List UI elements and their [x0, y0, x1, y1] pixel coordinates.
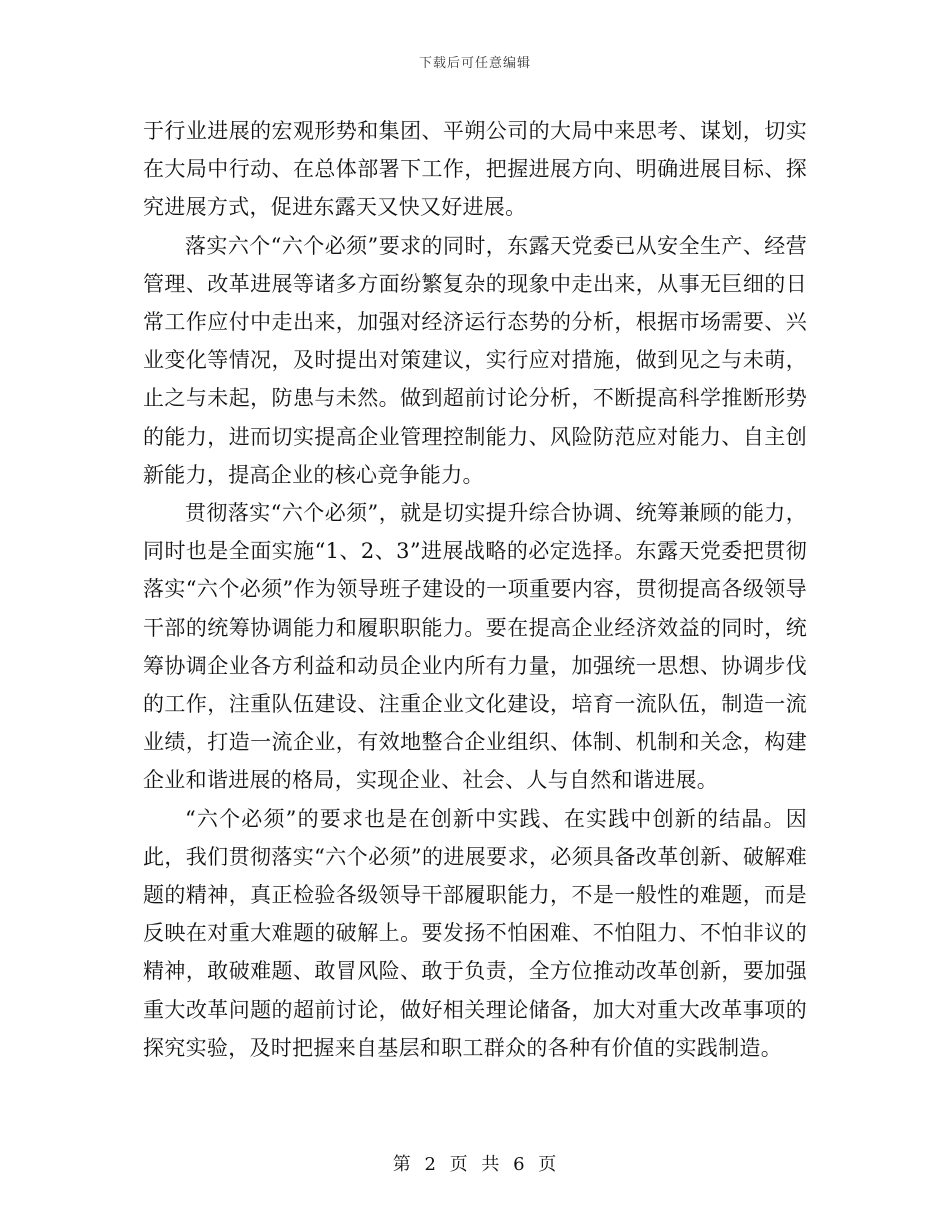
- page-header: 下载后可任意编辑: [418, 56, 531, 71]
- body-text: [143, 112, 807, 1067]
- paragraph: 贯彻落实“六个必须”，就是切实提升综合协调、统筹兼顾的能力，同时也是全面实施“1、2、3”进展战略的必定选择。东露天党委把贯彻落实“六个必须”作为领导班子建设的一项重要内容，贯彻提高各级领导干部的统筹协调能力和履职职能力。要在提高企业经济效益的同时，统筹协调企业各方利益和动员企业内所有力量，加强统一思想、协调步伐的工作，注重队伍建设、注重企业文化建设，培育一流队伍，制造一流业绩，打造一流企业，有效地整合企业组织、体制、机制和关念，构建企业和谐进展的格局，实现企业、社会、人与自然和谐进展。: [143, 501, 807, 793]
- paragraph-continued: 于行业进展的宏观形势和集团、平朔公司的大局中来思考、谋划，切实在大局中行动、在总体部署下工作，把握进展方向、明确进展目标、探究进展方式，促进东露天又快又好进展。: [143, 119, 807, 220]
- paragraph: 落实六个“六个必须”要求的同时，东露天党委已从安全生产、经营管理、改革进展等诸多方面纷繁复杂的现象中走出来，从事无巨细的日常工作应付中走出来，加强对经济运行态势的分析，根据市场需要、兴业变化等情况，及时提出对策建议，实行应对措施，做到见之与未萌，止之与未起，防患与未然。做到超前讨论分析，不断提高科学推断形势的能力，进而切实提高企业管理控制能力、风险防范应对能力、自主创新能力，提高企业的核心竞争能力。: [143, 233, 807, 487]
- paragraph: “六个必须”的要求也是在创新中实践、在实践中创新的结晶。因此，我们贯彻落实“六个必须”的进展要求，必须具备改革创新、破解难题的精神，真正检验各级领导干部履职能力，不是一般性的难题，而是反映在对重大难题的破解上。要发扬不怕困难、不怕阻力、不怕非议的精神，敢破难题、敢冒风险、敢于负责，全方位推动改革创新，要加强重大改革问题的超前讨论，做好相关理论储备，加大对重大改革事项的探究实验，及时把握来自基层和职工群众的各种有价值的实践制造。: [143, 806, 807, 1060]
- page-number-footer: 第 2 页 共 6 页: [392, 1154, 558, 1175]
